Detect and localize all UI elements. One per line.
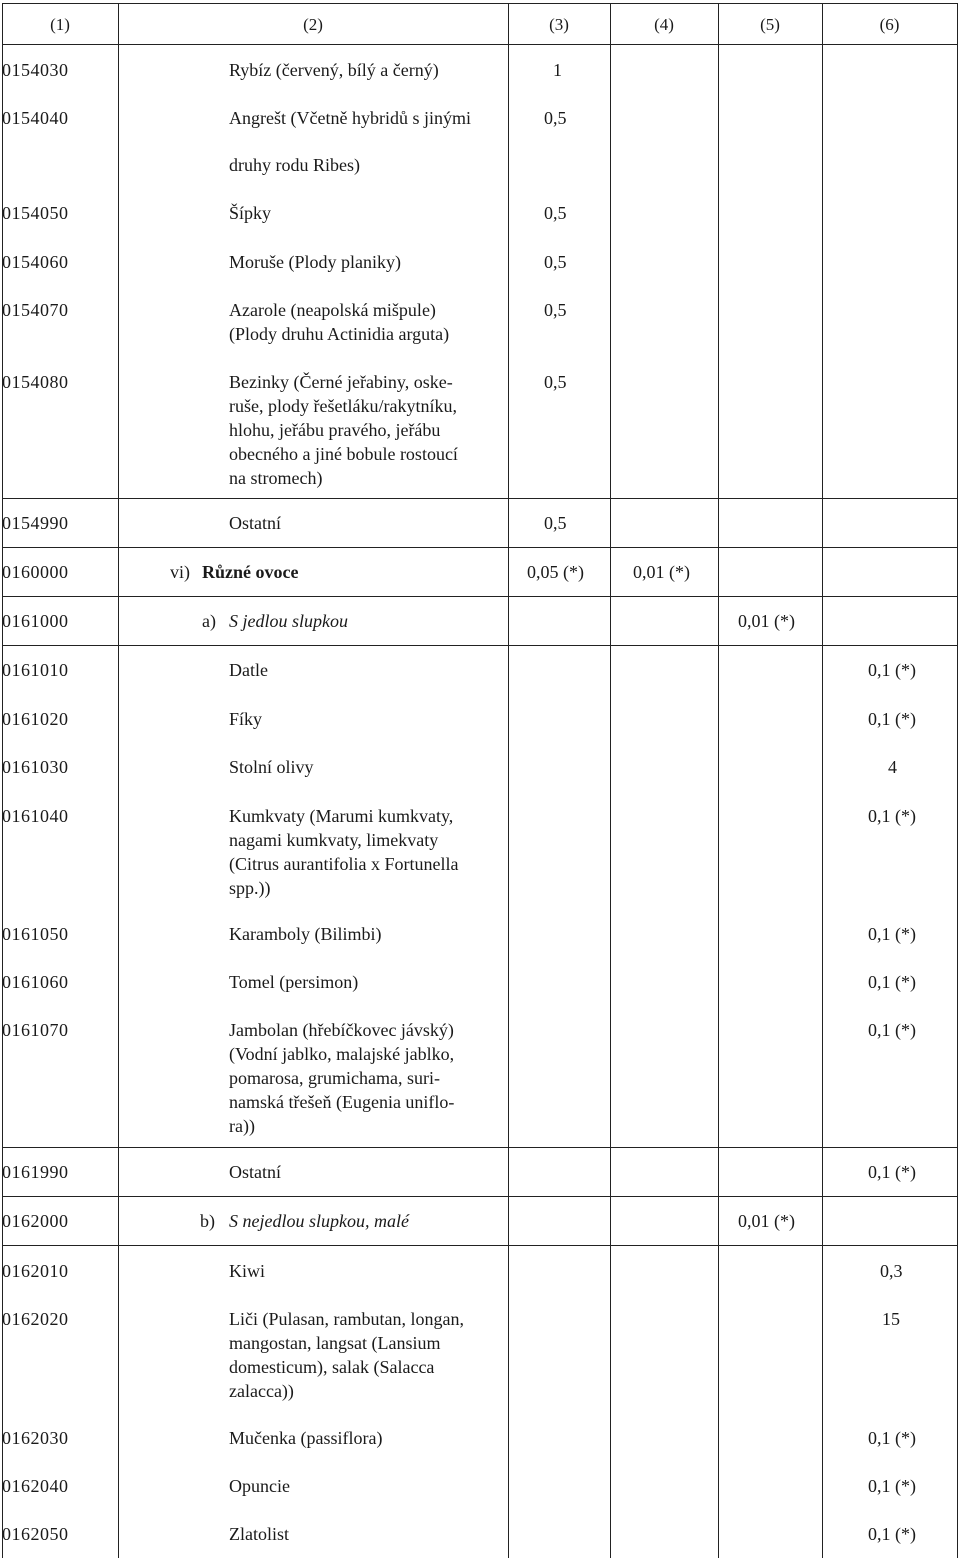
value-col6: 0,3 xyxy=(880,1261,903,1281)
value-col6: 4 xyxy=(888,757,897,777)
value-col3: 0,5 xyxy=(544,108,567,128)
column-header: (4) xyxy=(654,15,674,34)
value-col6: 0,1 (*) xyxy=(868,924,916,944)
product-code: 0154070 xyxy=(2,300,69,320)
product-name: Kumkvaty (Marumi kumkvaty, nagami kumkvaty, limekvaty (Citrus aurantifolia x Fortunella spp.)) xyxy=(229,806,459,898)
product-code: 0161000 xyxy=(2,611,69,631)
row-divider xyxy=(2,1196,958,1197)
product-code: 0161020 xyxy=(2,709,69,729)
column-header: (3) xyxy=(549,15,569,34)
group-prefix: a) xyxy=(202,611,216,631)
product-code: 0162010 xyxy=(2,1261,69,1281)
product-name: Ostatní xyxy=(229,1162,281,1182)
product-name: Bezinky (Černé jeřabiny, oske- ruše, plody řešetláku/rakytníku, hlohu, jeřábu pravého, jeřábu obecného a jiné bobule rostoucí na stromech) xyxy=(229,372,458,488)
value-col3: 0,5 xyxy=(544,513,567,533)
value-col6: 0,1 (*) xyxy=(868,1428,916,1448)
row-divider xyxy=(2,1245,958,1246)
product-code: 0161040 xyxy=(2,806,69,826)
product-code: 0161010 xyxy=(2,660,69,680)
product-name: Kiwi xyxy=(229,1261,265,1281)
value-col6: 15 xyxy=(882,1309,900,1329)
product-name: Karamboly (Bilimbi) xyxy=(229,924,382,944)
value-col6: 0,1 (*) xyxy=(868,1524,916,1544)
product-name: Opuncie xyxy=(229,1476,290,1496)
table-border-right xyxy=(957,3,958,1558)
product-code: 0154060 xyxy=(2,252,69,272)
product-code: 0162000 xyxy=(2,1211,69,1231)
product-name: Mučenka (passiflora) xyxy=(229,1428,383,1448)
value-col6: 0,1 (*) xyxy=(868,1020,916,1040)
value-col3: 0,5 xyxy=(544,203,567,223)
product-code: 0154050 xyxy=(2,203,69,223)
column-header: (6) xyxy=(879,15,900,34)
value-col5: 0,01 (*) xyxy=(738,1211,795,1231)
product-name: Jambolan (hřebíčkovec jávský) (Vodní jablko, malajské jablko, pomarosa, grumichama, suri- namská třešeň (Eugenia uniflo- ra)) xyxy=(229,1020,455,1136)
product-code: 0160000 xyxy=(2,562,69,582)
product-code: 0154080 xyxy=(2,372,69,392)
product-code: 0154030 xyxy=(2,60,69,80)
group-name: S jedlou slupkou xyxy=(229,611,348,631)
value-col3: 0,5 xyxy=(544,252,567,272)
product-code: 0154990 xyxy=(2,513,69,533)
product-name: Datle xyxy=(229,660,268,680)
value-col3: 0,05 (*) xyxy=(527,562,584,582)
column-header: (1) xyxy=(50,15,70,34)
row-divider xyxy=(2,547,958,548)
product-name: Šípky xyxy=(229,203,272,223)
row-divider xyxy=(2,1147,958,1148)
column-divider xyxy=(822,3,823,1558)
column-header: (5) xyxy=(760,15,780,34)
table-border-top xyxy=(2,3,958,4)
product-code: 0161990 xyxy=(2,1162,69,1182)
value-col6: 0,1 (*) xyxy=(868,709,916,729)
product-code: 0154040 xyxy=(2,108,69,128)
product-code: 0162020 xyxy=(2,1309,69,1329)
product-name: Liči (Pulasan, rambutan, longan, mangostan, langsat (Lansium domesticum), salak (Salacca zalacca)) xyxy=(229,1309,464,1401)
product-name: Stolní olivy xyxy=(229,757,314,777)
value-col6: 0,1 (*) xyxy=(868,1476,916,1496)
product-code: 0162040 xyxy=(2,1476,69,1496)
product-name: Zlatolist xyxy=(229,1524,289,1544)
value-col6: 0,1 (*) xyxy=(868,660,916,680)
value-col3: 0,5 xyxy=(544,300,567,320)
header-divider xyxy=(2,44,958,45)
value-col4: 0,01 (*) xyxy=(633,562,690,582)
value-col6: 0,1 (*) xyxy=(868,806,916,826)
value-col5: 0,01 (*) xyxy=(738,611,795,631)
product-name: Angrešt (Včetně hybridů s jinými xyxy=(229,108,471,128)
group-prefix: b) xyxy=(200,1211,215,1231)
product-name: Azarole (neapolská mišpule) (Plody druhu Actinidia arguta) xyxy=(229,300,450,344)
product-name: druhy rodu Ribes) xyxy=(229,155,360,175)
row-divider xyxy=(2,498,958,499)
value-col3: 1 xyxy=(553,60,562,80)
product-name: Ostatní xyxy=(229,513,281,533)
column-divider xyxy=(610,3,611,1558)
product-name: Fíky xyxy=(229,709,263,729)
product-code: 0162030 xyxy=(2,1428,69,1448)
product-code: 0161060 xyxy=(2,972,69,992)
value-col6: 0,1 (*) xyxy=(868,972,916,992)
product-code: 0161070 xyxy=(2,1020,69,1040)
product-name: Rybíz (červený, bílý a černý) xyxy=(229,60,439,80)
product-name: Tomel (persimon) xyxy=(229,972,359,992)
group-name: Různé ovoce xyxy=(202,562,299,582)
value-col6: 0,1 (*) xyxy=(868,1162,916,1182)
row-divider xyxy=(2,645,958,646)
column-divider xyxy=(718,3,719,1558)
row-divider xyxy=(2,596,958,597)
column-header: (2) xyxy=(303,15,323,34)
column-divider xyxy=(508,3,509,1558)
product-code: 0162050 xyxy=(2,1524,69,1544)
column-divider xyxy=(118,3,119,1558)
product-code: 0161050 xyxy=(2,924,69,944)
product-name: Moruše (Plody planiky) xyxy=(229,252,401,272)
value-col3: 0,5 xyxy=(544,372,567,392)
group-name: S nejedlou slupkou, malé xyxy=(229,1211,409,1231)
group-prefix: vi) xyxy=(170,562,190,582)
product-code: 0161030 xyxy=(2,757,69,777)
